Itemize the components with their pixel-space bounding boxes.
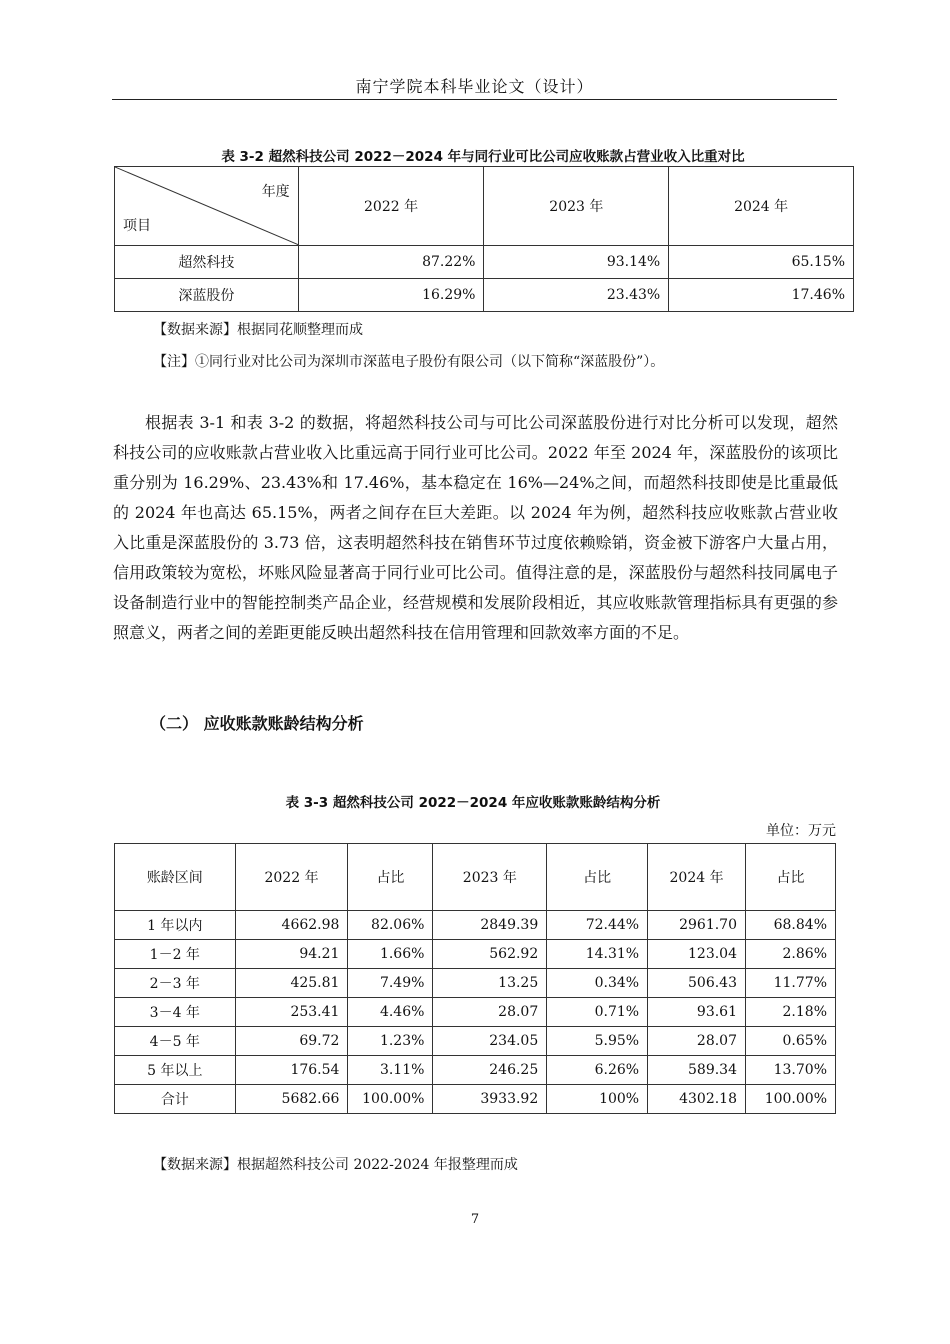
paragraph-text: 根据表 3-1 和表 3-2 的数据，将超然科技公司与可比公司深蓝股份进行对比分析可以发现，超然科技公司的应收账款占营业收入比重远高于同行业可比公司。2022 年至 2024 年，深蓝股份的该项比重分别为 16.29%、23.43%和 17.46%，基本稳定在 16%—24%之间，而超然科技即使是比重最低的 2024 年也高达 65.15%，两者之间存在巨大差距。以 2024 年为例，超然科技应收账款占营业收入比重是深蓝股份的 3.73 倍，这表明超然科技在销售环节过度依赖赊销，资金被下游客户大量占用，信用政策较为宽松，坏账风险显著高于同行业可比公司。值得注意的是，深蓝股份与超然科技同属电子设备制造行业中的智能控制类产品企业，经营规模和发展阶段相近，其应收账款管理指标具有更强的参照意义，两者之间的差距更能反映出超然科技在信用管理和回款效率方面的不足。	[113, 413, 838, 642]
page-header: 南宁学院本科毕业论文（设计）	[355, 77, 594, 96]
row-label: 5 年以上	[115, 1056, 236, 1085]
unit-label: 单位：万元	[766, 823, 836, 839]
cell-value: 7.49%	[348, 969, 433, 998]
corner-label-item: 项目	[123, 218, 151, 234]
table-header-row	[115, 167, 854, 246]
column-header: 2023 年	[433, 844, 547, 911]
cell-value: 4.46%	[348, 998, 433, 1027]
header-rule	[112, 99, 837, 100]
cell-value: 3933.92	[433, 1085, 547, 1114]
cell-value: 0.34%	[547, 969, 648, 998]
table-total-row	[115, 1085, 836, 1114]
cell-value: 2.86%	[746, 940, 836, 969]
cell-value: 2961.70	[648, 911, 746, 940]
table-row	[115, 911, 836, 940]
column-header: 2022 年	[235, 844, 348, 911]
section-heading: （二） 应收账款账龄结构分析	[150, 714, 364, 733]
column-header: 占比	[746, 844, 836, 911]
diagonal-header-cell	[115, 167, 299, 246]
cell-value: 5.95%	[547, 1027, 648, 1056]
table-3-2-note: 【注】①同行业对比公司为深圳市深蓝电子股份有限公司（以下简称“深蓝股份”）。	[153, 354, 665, 370]
table-row	[115, 969, 836, 998]
cell-value: 28.07	[433, 998, 547, 1027]
cell-value: 69.72	[235, 1027, 348, 1056]
cell-value: 23.43%	[484, 279, 669, 312]
body-paragraph	[113, 408, 838, 648]
table-row	[115, 279, 854, 312]
cell-value: 93.14%	[484, 246, 669, 279]
cell-value: 506.43	[648, 969, 746, 998]
table-3-2-caption: 表 3-2 超然科技公司 2022－2024 年与同行业可比公司应收账款占营业收入比重对比	[221, 149, 745, 165]
table-3-3-caption: 表 3-3 超然科技公司 2022－2024 年应收账款账龄结构分析	[285, 795, 661, 811]
cell-value: 1.66%	[348, 940, 433, 969]
row-label: 1－2 年	[115, 940, 236, 969]
cell-value: 93.61	[648, 998, 746, 1027]
cell-value: 1.23%	[348, 1027, 433, 1056]
table-row	[115, 1056, 836, 1085]
cell-value: 2849.39	[433, 911, 547, 940]
year-header: 2022 年	[298, 167, 484, 246]
row-label: 合计	[115, 1085, 236, 1114]
page-number: 7	[470, 1212, 480, 1227]
cell-value: 3.11%	[348, 1056, 433, 1085]
cell-value: 0.65%	[746, 1027, 836, 1056]
cell-value: 4302.18	[648, 1085, 746, 1114]
cell-value: 87.22%	[298, 246, 484, 279]
cell-value: 562.92	[433, 940, 547, 969]
cell-value: 246.25	[433, 1056, 547, 1085]
cell-value: 2.18%	[746, 998, 836, 1027]
table-row	[115, 940, 836, 969]
table-3-2-source: 【数据来源】根据同花顺整理而成	[153, 322, 363, 338]
cell-value: 100.00%	[348, 1085, 433, 1114]
row-label: 3－4 年	[115, 998, 236, 1027]
table-3-2	[114, 166, 854, 312]
cell-value: 94.21	[235, 940, 348, 969]
cell-value: 0.71%	[547, 998, 648, 1027]
cell-value: 72.44%	[547, 911, 648, 940]
cell-value: 82.06%	[348, 911, 433, 940]
year-header: 2024 年	[669, 167, 854, 246]
cell-value: 253.41	[235, 998, 348, 1027]
cell-value: 234.05	[433, 1027, 547, 1056]
row-label: 1 年以内	[115, 911, 236, 940]
corner-label-year: 年度	[261, 184, 290, 200]
column-header: 占比	[348, 844, 433, 911]
cell-value: 123.04	[648, 940, 746, 969]
cell-value: 100%	[547, 1085, 648, 1114]
column-header: 2024 年	[648, 844, 746, 911]
cell-value: 425.81	[235, 969, 348, 998]
table-header-row	[115, 844, 836, 911]
cell-value: 11.77%	[746, 969, 836, 998]
row-label: 深蓝股份	[115, 279, 299, 312]
table-row	[115, 246, 854, 279]
column-header: 账龄区间	[115, 844, 236, 911]
cell-value: 176.54	[235, 1056, 348, 1085]
row-label: 2－3 年	[115, 969, 236, 998]
table-row	[115, 1027, 836, 1056]
cell-value: 5682.66	[235, 1085, 348, 1114]
column-header: 占比	[547, 844, 648, 911]
row-label: 4－5 年	[115, 1027, 236, 1056]
cell-value: 28.07	[648, 1027, 746, 1056]
table-3-3	[114, 843, 836, 1114]
year-header: 2023 年	[484, 167, 669, 246]
cell-value: 100.00%	[746, 1085, 836, 1114]
cell-value: 68.84%	[746, 911, 836, 940]
cell-value: 6.26%	[547, 1056, 648, 1085]
cell-value: 16.29%	[298, 279, 484, 312]
cell-value: 14.31%	[547, 940, 648, 969]
cell-value: 17.46%	[669, 279, 854, 312]
row-label: 超然科技	[115, 246, 299, 279]
cell-value: 65.15%	[669, 246, 854, 279]
cell-value: 13.25	[433, 969, 547, 998]
cell-value: 589.34	[648, 1056, 746, 1085]
table-row	[115, 998, 836, 1027]
cell-value: 13.70%	[746, 1056, 836, 1085]
table-3-3-source: 【数据来源】根据超然科技公司 2022-2024 年报整理而成	[153, 1157, 518, 1173]
cell-value: 4662.98	[235, 911, 348, 940]
